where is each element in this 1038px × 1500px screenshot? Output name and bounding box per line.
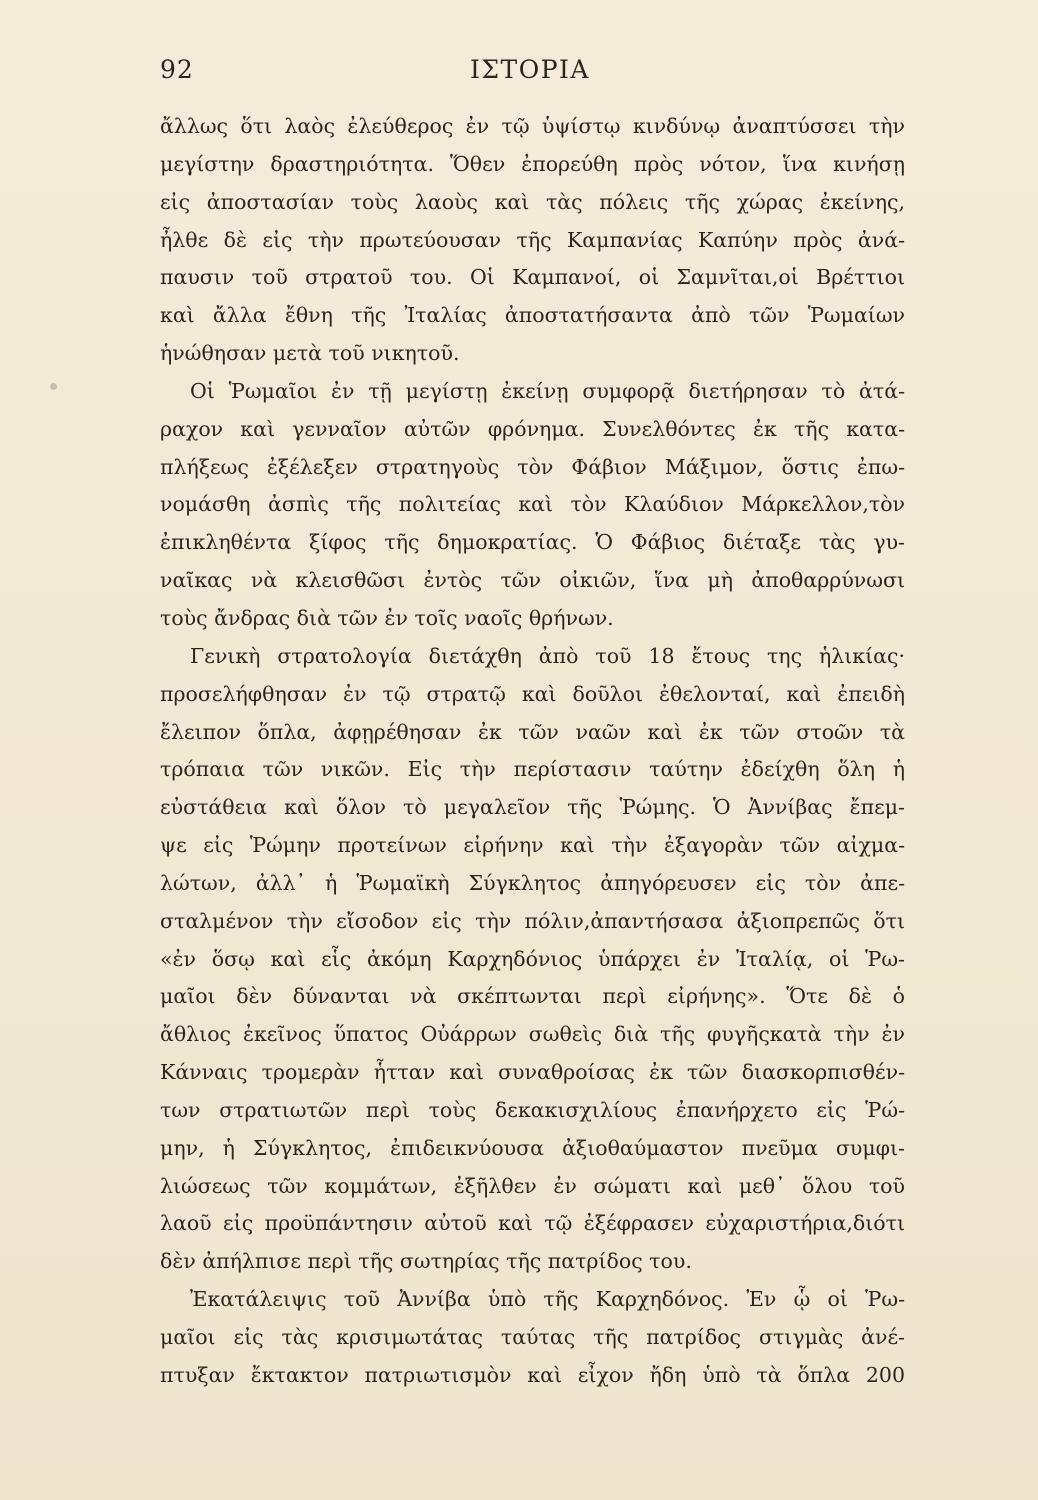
text-line: τοὺς ἄνδρας διὰ τῶν ἐν τοῖς ναοῖς θρήνων. (160, 605, 614, 630)
text-line: ἡνώθησαν μετὰ τοῦ νικητοῦ. (160, 341, 460, 366)
text-line: μην, ἡ Σύγκλητος, ἐπιδεικνύουσα ἀξιοθαύμαστον πνεῦμα συμφι- (160, 1135, 905, 1160)
page-header (160, 55, 900, 95)
text-line: ἔλειπον ὅπλα, ἀφῃρέθησαν ἐκ τῶν ναῶν καὶ ἐκ τῶν στοῶν τὰ (160, 719, 905, 744)
text-line: λώτων, ἀλλ᾽ ἡ Ῥωμαϊκὴ Σύγκλητος ἀπηγόρευσεν εἰς τὸν ἀπε- (160, 870, 905, 895)
text-line: δὲν ἀπήλπισε περὶ τῆς σωτηρίας τῆς πατρίδος του. (160, 1249, 692, 1274)
text-line: νομάσθη ἀσπὶς τῆς πολιτείας καὶ τὸν Κλαύδιον Μάρκελλον,τὸν (160, 492, 905, 517)
text-line: των στρατιωτῶν περὶ τοὺς δεκακισχιλίους ἐπανήρχετο εἰς Ῥώ- (160, 1097, 905, 1122)
text-line: μαῖοι δὲν δύνανται νὰ σκέπτωνται περὶ εἰρήνης». Ὅτε δὲ ὁ (160, 984, 905, 1009)
text-line: Ἐκατάλειψις τοῦ Ἀννίβα ὑπὸ τῆς Καρχηδόνος. Ἐν ᾧ οἱ Ῥω- (190, 1287, 905, 1312)
text-line: ἄθλιος ἐκεῖνος ὕπατος Οὐάρρων σωθεὶς διὰ τῆς φυγῆςκατὰ τὴν ἐν (160, 1022, 905, 1047)
text-line: πτυξαν ἔκτακτον πατριωτισμὸν καὶ εἶχον ἤδη ὑπὸ τὰ ὅπλα 200 (160, 1362, 905, 1387)
text-line: «ἐν ὅσῳ καὶ εἷς ἀκόμη Καρχηδόνιος ὑπάρχει ἐν Ἰταλίᾳ, οἱ Ῥω- (160, 946, 905, 971)
text-line: ἄλλως ὅτι λαὸς ἐλεύθερος ἐν τῷ ὑψίστῳ κινδύνῳ ἀναπτύσσει τὴν (160, 114, 905, 138)
paper-spot (50, 383, 57, 390)
text-line: παυσιν τοῦ στρατοῦ του. Οἱ Καμπανοί, οἱ Σαμνῖται,οἱ Βρέττιοι (160, 265, 905, 290)
text-line: Οἱ Ῥωμαῖοι ἐν τῇ μεγίστῃ ἐκείνῃ συμφορᾷ διετήρησαν τὸ ἀτά- (190, 378, 905, 403)
text-line: μεγίστην δραστηριότητα. Ὅθεν ἐπορεύθη πρὸς νότον, ἵνα κινήσῃ (160, 151, 905, 176)
text-line: σταλμένον τὴν εἴσοδον εἰς τὴν πόλιν,ἀπαντήσασα ἀξιοπρεπῶς ὅτι (160, 908, 905, 933)
text-line: εὐστάθεια καὶ ὅλον τὸ μεγαλεῖον τῆς Ῥώμης. Ὁ Ἀννίβας ἔπεμ- (160, 795, 905, 820)
text-line: ναῖκας νὰ κλεισθῶσι ἐντὸς τῶν οἰκιῶν, ἵνα μὴ ἀποθαρρύνωσι (160, 568, 905, 593)
text-line: Γενικὴ στρατολογία διετάχθη ἀπὸ τοῦ 18 ἔτους της ἡλικίας· (190, 643, 905, 668)
text-line: ἦλθε δὲ εἰς τὴν πρωτεύουσαν τῆς Καμπανίας Καπύην πρὸς ἀνά- (160, 227, 905, 252)
page-number: 92 (160, 55, 194, 84)
text-line: ἐπικληθέντα ξίφος τῆς δημοκρατίας. Ὁ Φάβιος διέταξε τὰς γυ- (160, 530, 905, 555)
text-line: λιώσεως τῶν κομμάτων, ἐξῆλθεν ἐν σώματι καὶ μεθ᾽ ὅλου τοῦ (160, 1173, 905, 1198)
text-line: λαοῦ εἰς προϋπάντησιν αὐτοῦ καὶ τῷ ἐξέφρασεν εὐχαριστήρια,διότι (160, 1211, 905, 1236)
text-line: εἰς ἀποστασίαν τοὺς λαοὺς καὶ τὰς πόλεις τῆς χώρας ἐκείνης, (160, 189, 905, 214)
text-line: πλήξεως ἐξέλεξεν στρατηγοὺς τὸν Φάβιον Μάξιμον, ὅστις ἐπω- (160, 454, 905, 479)
text-line: καὶ ἄλλα ἔθνη τῆς Ἰταλίας ἀποστατήσαντα ἀπὸ τῶν Ῥωμαίων (160, 303, 905, 328)
text-line: Κάνναις τρομερὰν ἧτταν καὶ συναθροίσας ἐκ τῶν διασκορπισθέν- (160, 1060, 905, 1085)
running-title: ΙΣΤΟΡΙΑ (470, 55, 590, 84)
text-line: τρόπαια τῶν νικῶν. Εἰς τὴν περίστασιν ταύτην ἐδείχθη ὅλη ἡ (160, 757, 905, 782)
text-line: προσελήφθησαν ἐν τῷ στρατῷ καὶ δοῦλοι ἐθελονταί, καὶ ἐπειδὴ (160, 681, 905, 706)
body-text (160, 108, 905, 1395)
text-line: μαῖοι εἰς τὰς κρισιμωτάτας ταύτας τῆς πατρίδος στιγμὰς ἀνέ- (160, 1325, 905, 1349)
text-line: ραχον καὶ γενναῖον αὐτῶν φρόνημα. Συνελθόντες ἐκ τῆς κατα- (160, 416, 905, 441)
text-line: ψε εἰς Ῥώμην προτείνων εἰρήνην καὶ τὴν ἐξαγορὰν τῶν αἰχμα- (160, 833, 905, 858)
